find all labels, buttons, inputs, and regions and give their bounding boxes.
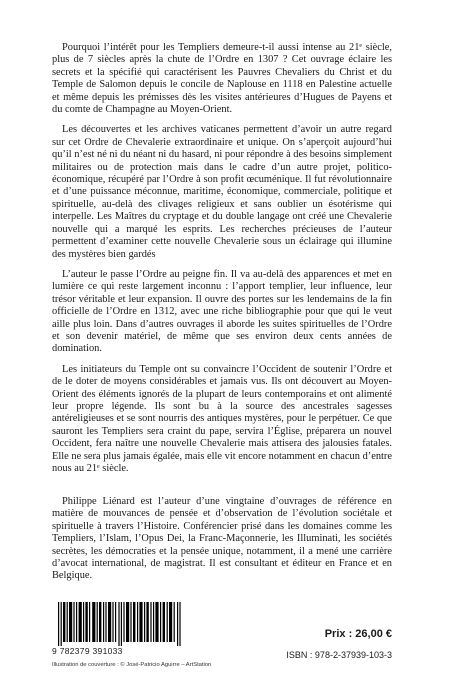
blurb-paragraph-4: Les initiateurs du Temple ont su convaincre l’Occident de soutenir l’Ordre et de le doter de moyens considérables et jamais vus. Ils ont découvert au Moyen-Orient des éléments ignorés de la plupart de leurs contemporains et ont alimenté leur propre légende. Ils sont bu à la source des ancestrales sagesses antéreligieuses et se sont nourris des antiques mystères, pour le perpétuer. Ce que sauront les Templiers sera craint du pape, servira l’Église, préparera un nouvel Occident, fera naître une nouvelle Chevalerie mais attisera des jalousies fatales. Elle ne sera plus jamais égalée, mais elle vit encore notamment en chacun d’entre nous au 21ᵉ siècle. — [52, 363, 392, 474]
blurb — [52, 42, 392, 483]
isbn-label: ISBN : 978-2-37939-103-3 — [286, 650, 392, 660]
price-label: Prix : 26,00 € — [324, 628, 392, 640]
blurb-paragraph-3: L’auteur le passe l’Ordre au peigne fin. Il va au-delà des apparences et met en lumière ce qui reste largement inconnu : l’apport templier, leur influence, leur trésor véritable et leur expansion. Il ouvre des portes sur les lendemains de la fin officielle de l’Ordre en 1312, avec une riche bibliographie pour que qui le veut aille plus loin. Dans d’autres ouvrages il aborde les suites spirituelles de l’Ordre et son devenir matériel, de même que ses environ deux cents années de domination. — [52, 268, 392, 355]
barcode-bars — [52, 602, 192, 646]
author-bio — [52, 496, 392, 583]
blurb-paragraph-2: Les découvertes et les archives vaticanes permettent d’avoir un autre regard sur cet Ordre de Chevalerie extraordinaire et unique. On s’aperçoit aujourd’hui qu’il n’est né ni du néant ni du hasard, ni pour répondre à des besoins simplement militaires ou de protection mais dans le cadre d’un autre projet, politico-économique, récupéré par l’Ordre à son profit œcuménique. Il fut révolutionnaire et d’une puissance méconnue, maritime, économique, commerciale, politique et spirituelle, au-delà des clivages religieux et sans oublier un ésotérisme qui interpelle. Les Maîtres du cryptage et du double langage ont créé une Chevalerie nouvelle qui a marqué les esprits. Les recherches précieuses de l’auteur permettent d’examiner cette nouvelle Chevalerie sous un éclairage qui illumine des mystères bien gardés — [52, 124, 392, 260]
barcode-digits: 9 782379 391033 — [52, 646, 123, 656]
blurb-paragraph-1: Pourquoi l’intérêt pour les Templiers demeure-t-il aussi intense au 21ᵉ siècle, plus de 7 siècles après la chute de l’Ordre en 1307 ? Cet ouvrage éclaire les secrets et la spécifié qui caractérisent les Pauvres Chevaliers du Christ et du Temple de Salomon depuis le concile de Naplouse en 1118 en Palestine actuelle et même depuis les prémisses dès les visites antérieures d’Hugues de Payens et du comte de Champagne au Moyen-Orient. — [52, 42, 392, 116]
barcode — [52, 602, 192, 658]
author-bio-text: Philippe Liénard est l’auteur d’une vingtaine d’ouvrages de référence en matière de mouvances de pensée et d’observation de l’évolution sociétale et spirituelle à travers l’Histoire. Conférencier prisé dans les domaines comme les Templiers, l’Islam, l’Opus Dei, la Franc-Maçonnerie, les Illuminati, les sociétés secrètes, les démocraties et la pensée unique, notamment, il a mené une carrière d’avocat international, de magistrat. Il est consultant et éditeur en France et en Belgique. — [52, 496, 392, 582]
cover-illustration-credit: Illustration de couverture : © José-Patricio Aguirre – ArtStation — [52, 662, 212, 668]
